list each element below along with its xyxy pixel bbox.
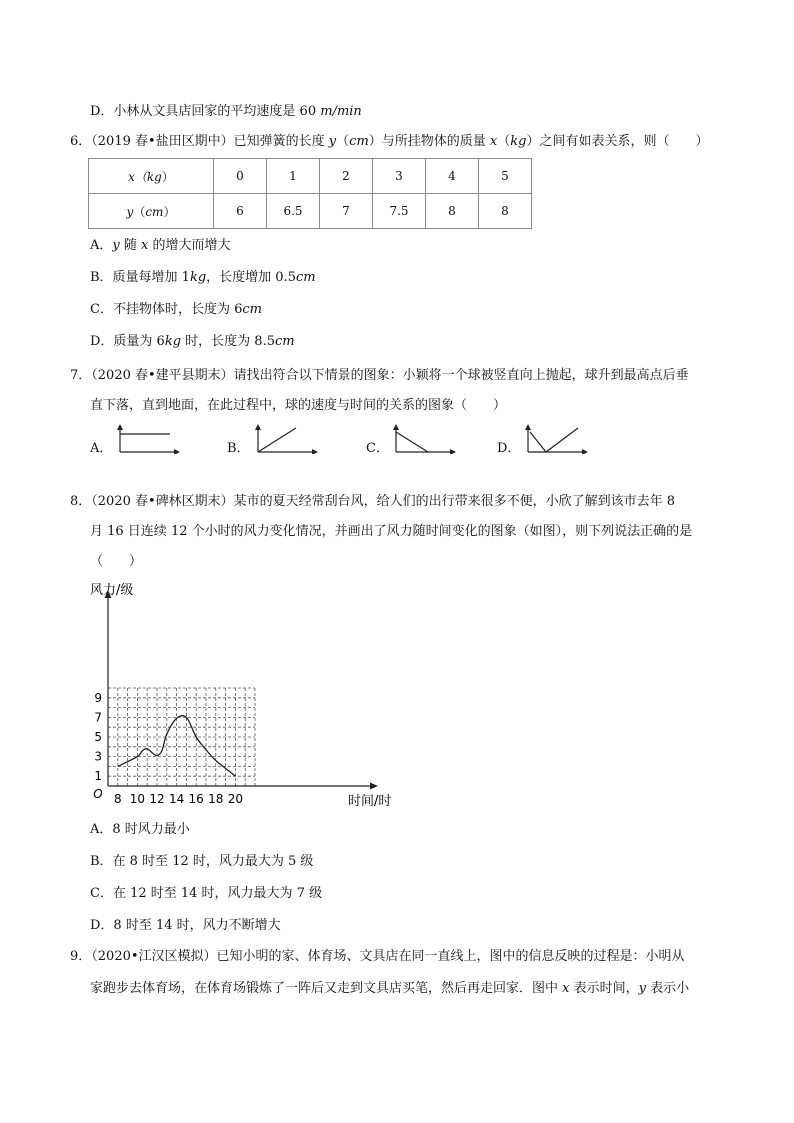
x-tick-label: 16	[188, 792, 204, 806]
q6-option-b: B．质量每增加 1kg，长度增加 0.5cm	[90, 270, 316, 285]
x-tick-label: 20	[227, 792, 244, 806]
y-tick-label: 5	[94, 730, 102, 744]
q7-graph-c	[388, 424, 460, 454]
q6-option-d: D．质量为 6kg 时，长度为 8.5cm	[90, 334, 295, 349]
wind-chart	[80, 578, 410, 810]
table-header-y: y（cm）	[89, 194, 214, 229]
q6-option-c: C．不挂物体时，长度为 6cm	[90, 302, 262, 317]
q7-stem-line1: 7．（2020 春•建平县期末）请找出符合以下情景的图象：小颖将一个球被竖直向上抛起，球升到最高点后垂	[70, 368, 689, 383]
table-cell: 2	[320, 159, 373, 194]
q9-stem-line1: 9．（2020•江汉区模拟）已知小明的家、体育场、文具店在同一直线上，图中的信息反映的过程是：小明从	[70, 949, 685, 964]
x-tick-label: 18	[208, 792, 224, 806]
table-cell: 3	[373, 159, 426, 194]
x-tick-label: 8	[113, 792, 122, 806]
chart-labels	[90, 582, 391, 809]
y-tick-label: 9	[94, 690, 102, 705]
table-row	[89, 194, 532, 229]
table-cell: 8	[479, 194, 532, 229]
chart-grid	[108, 688, 255, 786]
q7-option-b-label: B．	[227, 441, 250, 456]
table-cell: 6.5	[267, 194, 320, 229]
q7-option-d-label: D．	[497, 441, 521, 456]
table-header-x: x（kg）	[89, 159, 214, 194]
q5-option-d: D．小林从文具店回家的平均速度是 60 m/min	[90, 104, 362, 119]
q7-graph-a	[112, 424, 184, 454]
q8-stem-line1: 8．（2020 春•碑林区期末）某市的夏天经常刮台风，给人们的出行带来很多不便，小欣了解到该市去年 8	[70, 494, 676, 509]
y-tick-label: 3	[94, 749, 102, 764]
y-tick-label: 7	[94, 710, 102, 725]
q6-option-a: A．y 随 x 的增大而增大	[90, 238, 231, 253]
table-cell: 4	[426, 159, 479, 194]
table-cell: 0	[214, 159, 267, 194]
table-cell: 5	[479, 159, 532, 194]
table-cell: 6	[214, 194, 267, 229]
q7-stem-line2: 直下落，直到地面，在此过程中，球的速度与时间的关系的图象（ ）	[90, 398, 507, 413]
q7-graph-b	[250, 424, 322, 454]
q9-stem-line2: 家跑步去体育场，在体育场锻炼了一阵后又走到文具店买笔，然后再走回家．图中 x 表示时间，y 表示小	[90, 981, 690, 996]
q8-option-d: D．8 时至 14 时，风力不断增大	[90, 918, 281, 933]
q8-stem-line3: （ ）	[90, 554, 143, 569]
table-cell: 1	[267, 159, 320, 194]
x-tick-label: 14	[168, 792, 185, 806]
x-tick-label: 12	[149, 792, 165, 806]
origin-label: O	[93, 787, 103, 801]
q6-stem: 6．（2019 春•盐田区期中）已知弹簧的长度 y（cm）与所挂物体的质量 x（kg）之间有如表关系，则（ ）	[70, 134, 709, 149]
chart-axes	[105, 590, 379, 790]
x-axis-arrow	[370, 783, 378, 790]
table-cell: 7	[320, 194, 373, 229]
q7-graph-d	[520, 424, 592, 454]
table-cell: 8	[426, 194, 479, 229]
y-tick-label: 1	[94, 769, 102, 784]
q7-option-a-label: A．	[90, 441, 113, 456]
q8-stem-line2: 月 16 日连续 12 个小时的风力变化情况，并画出了风力随时间变化的图象（如图），则下列说法正确的是	[90, 524, 693, 539]
q8-option-a: A．8 时风力最小	[90, 822, 190, 837]
table-row	[89, 159, 532, 194]
q6-table	[88, 158, 532, 229]
x-tick-label: 10	[129, 792, 146, 806]
q8-option-c: C．在 12 时至 14 时，风力最大为 7 级	[90, 886, 323, 901]
q8-option-b: B．在 8 时至 12 时，风力最大为 5 级	[90, 854, 314, 869]
table-cell: 7.5	[373, 194, 426, 229]
y-axis-label: 风力/级	[90, 583, 134, 598]
q7-option-c-label: C．	[366, 441, 389, 456]
x-axis-label: 时间/时	[348, 794, 392, 809]
